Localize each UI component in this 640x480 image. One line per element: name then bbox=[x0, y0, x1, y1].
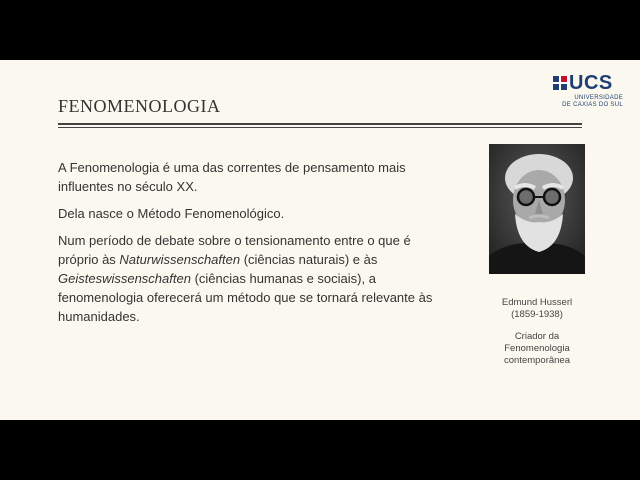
portrait-image-icon bbox=[489, 144, 585, 274]
logo-name: UCS bbox=[569, 72, 613, 94]
caption-name: Edmund Husserl bbox=[501, 297, 573, 308]
term-geisteswissenschaften: Geisteswissenschaften bbox=[58, 271, 191, 286]
paragraph-3-text-3: (ciências humanas e sociais), a fenomenologia oferecerá um método que se tornará relevante às humanidades. bbox=[58, 271, 433, 324]
term-naturwissenschaften: Naturwissenschaften bbox=[119, 252, 241, 267]
ucs-logo-mark-icon bbox=[553, 76, 567, 90]
paragraph-3-text-2: (ciências naturais) e às bbox=[240, 252, 378, 267]
portrait-caption-name bbox=[482, 297, 592, 321]
caption-years: (1859-1938) bbox=[511, 309, 563, 320]
title-rule-thin bbox=[58, 127, 582, 128]
caption-role-line3: contemporânea bbox=[503, 355, 571, 366]
husserl-portrait bbox=[489, 144, 585, 274]
paragraph-3 bbox=[58, 231, 438, 326]
caption-role-line1: Criador da bbox=[514, 331, 560, 342]
caption-role-line2: Fenomenologia bbox=[504, 343, 570, 354]
paragraph-3-text-1: Num período de debate sobre o tensionamento entre o que é próprio às bbox=[58, 233, 411, 267]
portrait-caption-role bbox=[482, 331, 592, 367]
slide bbox=[0, 60, 640, 420]
slide-title: FENOMENOLOGIA bbox=[58, 96, 221, 116]
paragraph-1: A Fenomenologia é uma das correntes de pensamento mais influentes no século XX. bbox=[58, 160, 406, 194]
logo-line1: UNIVERSIDADE bbox=[574, 95, 623, 101]
title-rule-thick bbox=[58, 123, 582, 125]
slide-body bbox=[58, 158, 438, 334]
logo-line2: DE CAXIAS DO SUL bbox=[562, 102, 623, 108]
paragraph-2: Dela nasce o Método Fenomenológico. bbox=[58, 206, 285, 221]
ucs-logo bbox=[553, 74, 625, 114]
